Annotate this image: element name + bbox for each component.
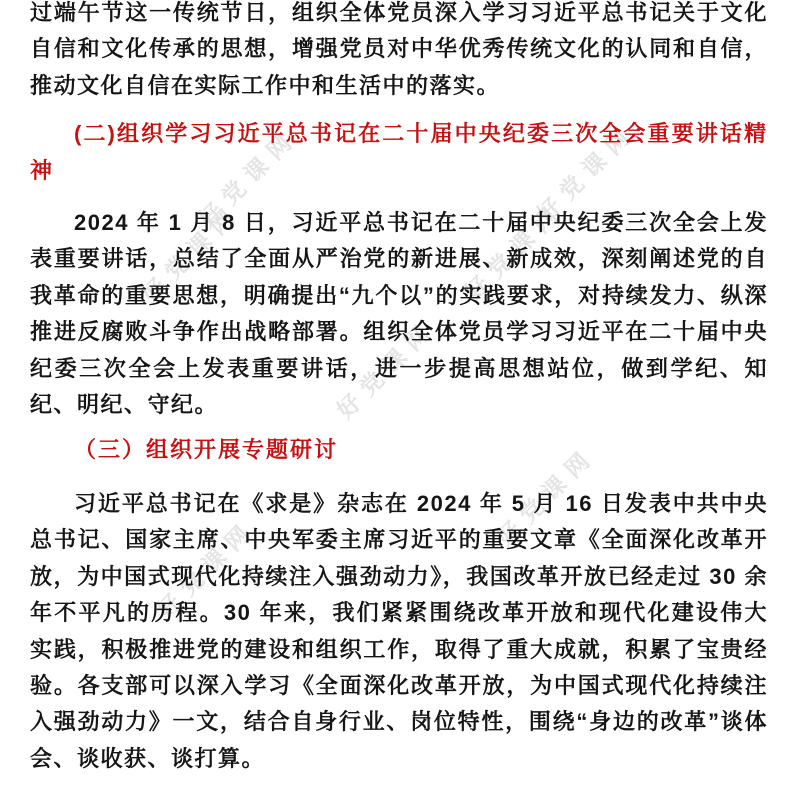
paragraph-continuation: 过端午节这一传统节日，组织全体党员深入学习习近平总书记关于文化自信和文化传承的思想，增强党员对中华优秀传统文化的认同和自信，推动文化自信在实际工作中和生活中的落实。 [30,0,768,98]
section-3-paragraph: 习近平总书记在《求是》杂志在 2024 年 5 月 16 日发表中共中央总书记、国家主席、中央军委主席习近平的重要文章《全面深化改革开放，为中国式现代化持续注入强劲动力》，我国改革开放已经走过 30 余年不平凡的历程。30 年来，我们紧紧围绕改革开放和现代化建设伟大实践，积极推进党的建设和组织工作，取得了重大成就，积累了宝贵经验。各支部可以深入学习《全面深化改革开放，为中国式现代化持续注入强劲动力》一文，结合自身行业、岗位特性，围绕“身边的改革”谈体会、谈收获、谈打算。 [30,490,768,771]
watermark-text: 好党课网 [136,198,246,308]
section-heading-3: （三）组织开展专题研讨 [74,437,339,463]
section-2-paragraph: 2024 年 1 月 8 日，习近平总书记在二十届中央纪委三次全会上发表重要讲话，总结了全面从严治党的新进展、新成效，深刻阐述党的自我革命的重要思想，明确提出“九个以”的实践要求，对持续发力、纵深推进反腐败斗争作出战略部署。组织全体党员学习习近平在二十届中央纪委三次全会上发表重要讲话，进一步提高思想站位，做到学纪、知纪、明纪、守纪。 [30,210,768,418]
section-heading-2: (二)组织学习习近平总书记在二十届中央纪委三次全会重要讲话精神 [30,121,768,183]
watermark-text: 好党课网 [459,196,569,306]
watermark-text: 好党课网 [193,123,303,233]
watermark-text: 好党课网 [531,118,641,228]
watermark-text: 好党课网 [151,514,261,624]
page-content [30,0,768,777]
watermark-text: 好党课网 [331,314,441,424]
watermark-text: 好党课网 [491,441,601,551]
